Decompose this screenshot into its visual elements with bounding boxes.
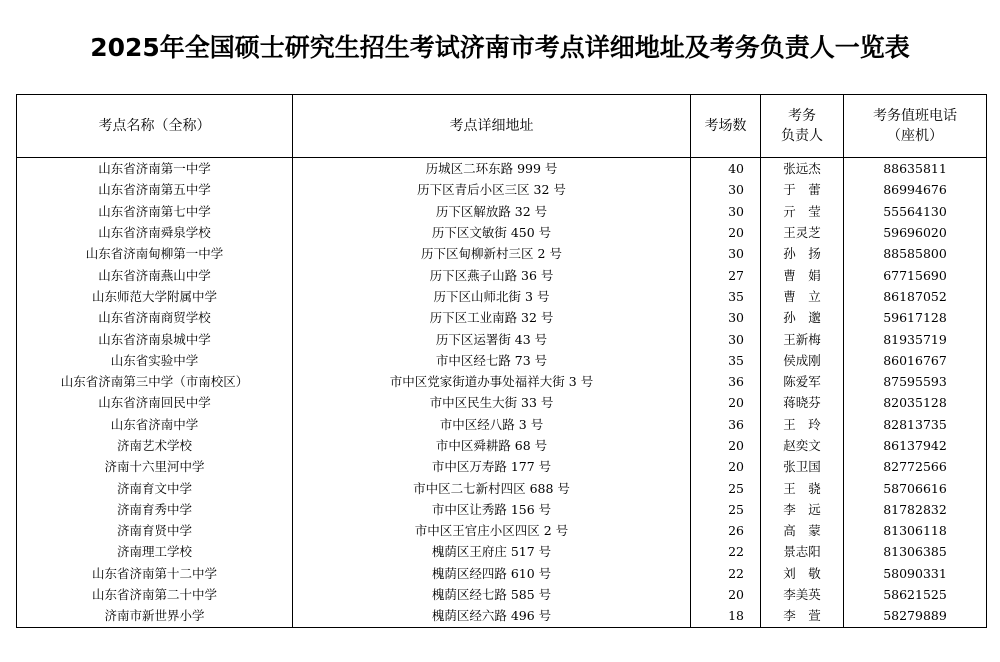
cell-manager: 于 蕾 (761, 179, 844, 200)
cell-rooms: 36 (691, 414, 761, 435)
table-row (17, 477, 987, 498)
table-row (17, 243, 987, 264)
cell-rooms: 35 (691, 286, 761, 307)
cell-phone: 82772566 (844, 456, 987, 477)
cell-manager: 侯成刚 (761, 350, 844, 371)
cell-address: 市中区万寿路 177 号 (293, 456, 691, 477)
table-row (17, 158, 987, 180)
table-row (17, 605, 987, 627)
cell-phone: 82813735 (844, 414, 987, 435)
cell-name: 山东省济南第二十中学 (17, 584, 293, 605)
table-row (17, 541, 987, 562)
cell-rooms: 30 (691, 307, 761, 328)
cell-address: 市中区经八路 3 号 (293, 414, 691, 435)
cell-address: 历下区燕子山路 36 号 (293, 264, 691, 285)
cell-manager: 陈爱军 (761, 371, 844, 392)
cell-rooms: 20 (691, 392, 761, 413)
table-row (17, 392, 987, 413)
table-row (17, 286, 987, 307)
cell-address: 历下区运署街 43 号 (293, 328, 691, 349)
cell-phone: 86137942 (844, 435, 987, 456)
header-address: 考点详细地址 (293, 95, 691, 158)
table-row (17, 414, 987, 435)
cell-name: 济南理工学校 (17, 541, 293, 562)
cell-name: 山东省济南甸柳第一中学 (17, 243, 293, 264)
cell-name: 山东省济南燕山中学 (17, 264, 293, 285)
cell-address: 槐荫区经七路 585 号 (293, 584, 691, 605)
cell-phone: 58621525 (844, 584, 987, 605)
cell-rooms: 22 (691, 541, 761, 562)
cell-address: 槐荫区经四路 610 号 (293, 563, 691, 584)
cell-name: 济南艺术学校 (17, 435, 293, 456)
cell-manager: 李 远 (761, 499, 844, 520)
cell-manager: 王 玲 (761, 414, 844, 435)
cell-phone: 82035128 (844, 392, 987, 413)
cell-phone: 81306385 (844, 541, 987, 562)
table-row (17, 222, 987, 243)
cell-address: 历下区甸柳新村三区 2 号 (293, 243, 691, 264)
table-row (17, 350, 987, 371)
table-row (17, 435, 987, 456)
cell-rooms: 27 (691, 264, 761, 285)
cell-name: 山东省济南第五中学 (17, 179, 293, 200)
table-row (17, 584, 987, 605)
cell-address: 历城区二环东路 999 号 (293, 158, 691, 180)
cell-manager: 李美英 (761, 584, 844, 605)
cell-manager: 孙 扬 (761, 243, 844, 264)
cell-phone: 55564130 (844, 201, 987, 222)
header-phone-line1: 考务值班电话 (873, 108, 957, 124)
cell-phone: 58279889 (844, 605, 987, 627)
cell-name: 济南市新世界小学 (17, 605, 293, 627)
cell-name: 山东省济南舜泉学校 (17, 222, 293, 243)
table-row (17, 520, 987, 541)
cell-manager: 赵奕文 (761, 435, 844, 456)
header-name: 考点名称（全称） (17, 95, 293, 158)
cell-phone: 58090331 (844, 563, 987, 584)
table-row (17, 456, 987, 477)
cell-manager: 李 萱 (761, 605, 844, 627)
cell-manager: 张远杰 (761, 158, 844, 180)
cell-address: 市中区民生大街 33 号 (293, 392, 691, 413)
cell-rooms: 30 (691, 179, 761, 200)
cell-rooms: 36 (691, 371, 761, 392)
cell-manager: 孙 邈 (761, 307, 844, 328)
cell-rooms: 20 (691, 222, 761, 243)
cell-name: 济南十六里河中学 (17, 456, 293, 477)
cell-rooms: 30 (691, 201, 761, 222)
cell-address: 市中区经七路 73 号 (293, 350, 691, 371)
cell-name: 山东省济南回民中学 (17, 392, 293, 413)
header-phone (844, 95, 987, 158)
cell-rooms: 40 (691, 158, 761, 180)
cell-manager: 曹 娟 (761, 264, 844, 285)
cell-rooms: 26 (691, 520, 761, 541)
table-body (17, 158, 987, 628)
table-header-row (17, 95, 987, 158)
cell-phone: 59696020 (844, 222, 987, 243)
table-row (17, 179, 987, 200)
cell-phone: 88585800 (844, 243, 987, 264)
cell-name: 山东省济南商贸学校 (17, 307, 293, 328)
cell-name: 山东省济南第三中学（市南校区） (17, 371, 293, 392)
cell-phone: 81306118 (844, 520, 987, 541)
cell-address: 历下区工业南路 32 号 (293, 307, 691, 328)
cell-name: 山东省济南泉城中学 (17, 328, 293, 349)
cell-manager: 景志阳 (761, 541, 844, 562)
page-title: 2025年全国硕士研究生招生考试济南市考点详细地址及考务负责人一览表 (90, 33, 910, 62)
cell-manager: 曹 立 (761, 286, 844, 307)
cell-manager: 刘 敬 (761, 563, 844, 584)
table-row (17, 264, 987, 285)
cell-address: 市中区二七新村四区 688 号 (293, 477, 691, 498)
cell-address: 历下区山师北街 3 号 (293, 286, 691, 307)
cell-address: 历下区解放路 32 号 (293, 201, 691, 222)
header-rooms: 考场数 (691, 95, 761, 158)
cell-rooms: 30 (691, 243, 761, 264)
cell-name: 山东省济南第十二中学 (17, 563, 293, 584)
cell-name: 济南育秀中学 (17, 499, 293, 520)
cell-manager: 张卫国 (761, 456, 844, 477)
table-row (17, 328, 987, 349)
table-row (17, 201, 987, 222)
table-row (17, 307, 987, 328)
cell-address: 槐荫区王府庄 517 号 (293, 541, 691, 562)
cell-phone: 58706616 (844, 477, 987, 498)
cell-name: 山东省济南中学 (17, 414, 293, 435)
cell-name: 山东省济南第七中学 (17, 201, 293, 222)
cell-phone: 81935719 (844, 328, 987, 349)
table-row (17, 563, 987, 584)
cell-name: 济南育贤中学 (17, 520, 293, 541)
cell-rooms: 30 (691, 328, 761, 349)
cell-name: 济南育文中学 (17, 477, 293, 498)
table-row (17, 499, 987, 520)
cell-phone: 86187052 (844, 286, 987, 307)
cell-address: 历下区文敏街 450 号 (293, 222, 691, 243)
cell-name: 山东师范大学附属中学 (17, 286, 293, 307)
cell-phone: 86994676 (844, 179, 987, 200)
cell-address: 市中区让秀路 156 号 (293, 499, 691, 520)
cell-manager: 蒋晓芬 (761, 392, 844, 413)
cell-address: 历下区青后小区三区 32 号 (293, 179, 691, 200)
cell-phone: 67715690 (844, 264, 987, 285)
cell-manager: 王 骁 (761, 477, 844, 498)
header-manager (761, 95, 844, 158)
cell-phone: 87595593 (844, 371, 987, 392)
cell-address: 市中区舜耕路 68 号 (293, 435, 691, 456)
cell-phone: 81782832 (844, 499, 987, 520)
exam-site-table (16, 94, 987, 628)
table-row (17, 371, 987, 392)
cell-name: 山东省实验中学 (17, 350, 293, 371)
cell-rooms: 35 (691, 350, 761, 371)
header-manager-line1: 考务 (788, 108, 816, 124)
cell-address: 市中区王官庄小区四区 2 号 (293, 520, 691, 541)
cell-rooms: 25 (691, 477, 761, 498)
cell-phone: 88635811 (844, 158, 987, 180)
cell-manager: 王灵芝 (761, 222, 844, 243)
header-manager-line2: 负责人 (781, 128, 823, 144)
cell-rooms: 18 (691, 605, 761, 627)
cell-address: 槐荫区经六路 496 号 (293, 605, 691, 627)
cell-manager: 高 蒙 (761, 520, 844, 541)
cell-phone: 59617128 (844, 307, 987, 328)
cell-rooms: 20 (691, 456, 761, 477)
cell-name: 山东省济南第一中学 (17, 158, 293, 180)
header-phone-line2: （座机） (887, 128, 943, 144)
cell-address: 市中区党家街道办事处福祥大街 3 号 (293, 371, 691, 392)
cell-manager: 王新梅 (761, 328, 844, 349)
cell-rooms: 25 (691, 499, 761, 520)
cell-phone: 86016767 (844, 350, 987, 371)
cell-rooms: 20 (691, 584, 761, 605)
cell-manager: 亓 莹 (761, 201, 844, 222)
cell-rooms: 22 (691, 563, 761, 584)
cell-rooms: 20 (691, 435, 761, 456)
